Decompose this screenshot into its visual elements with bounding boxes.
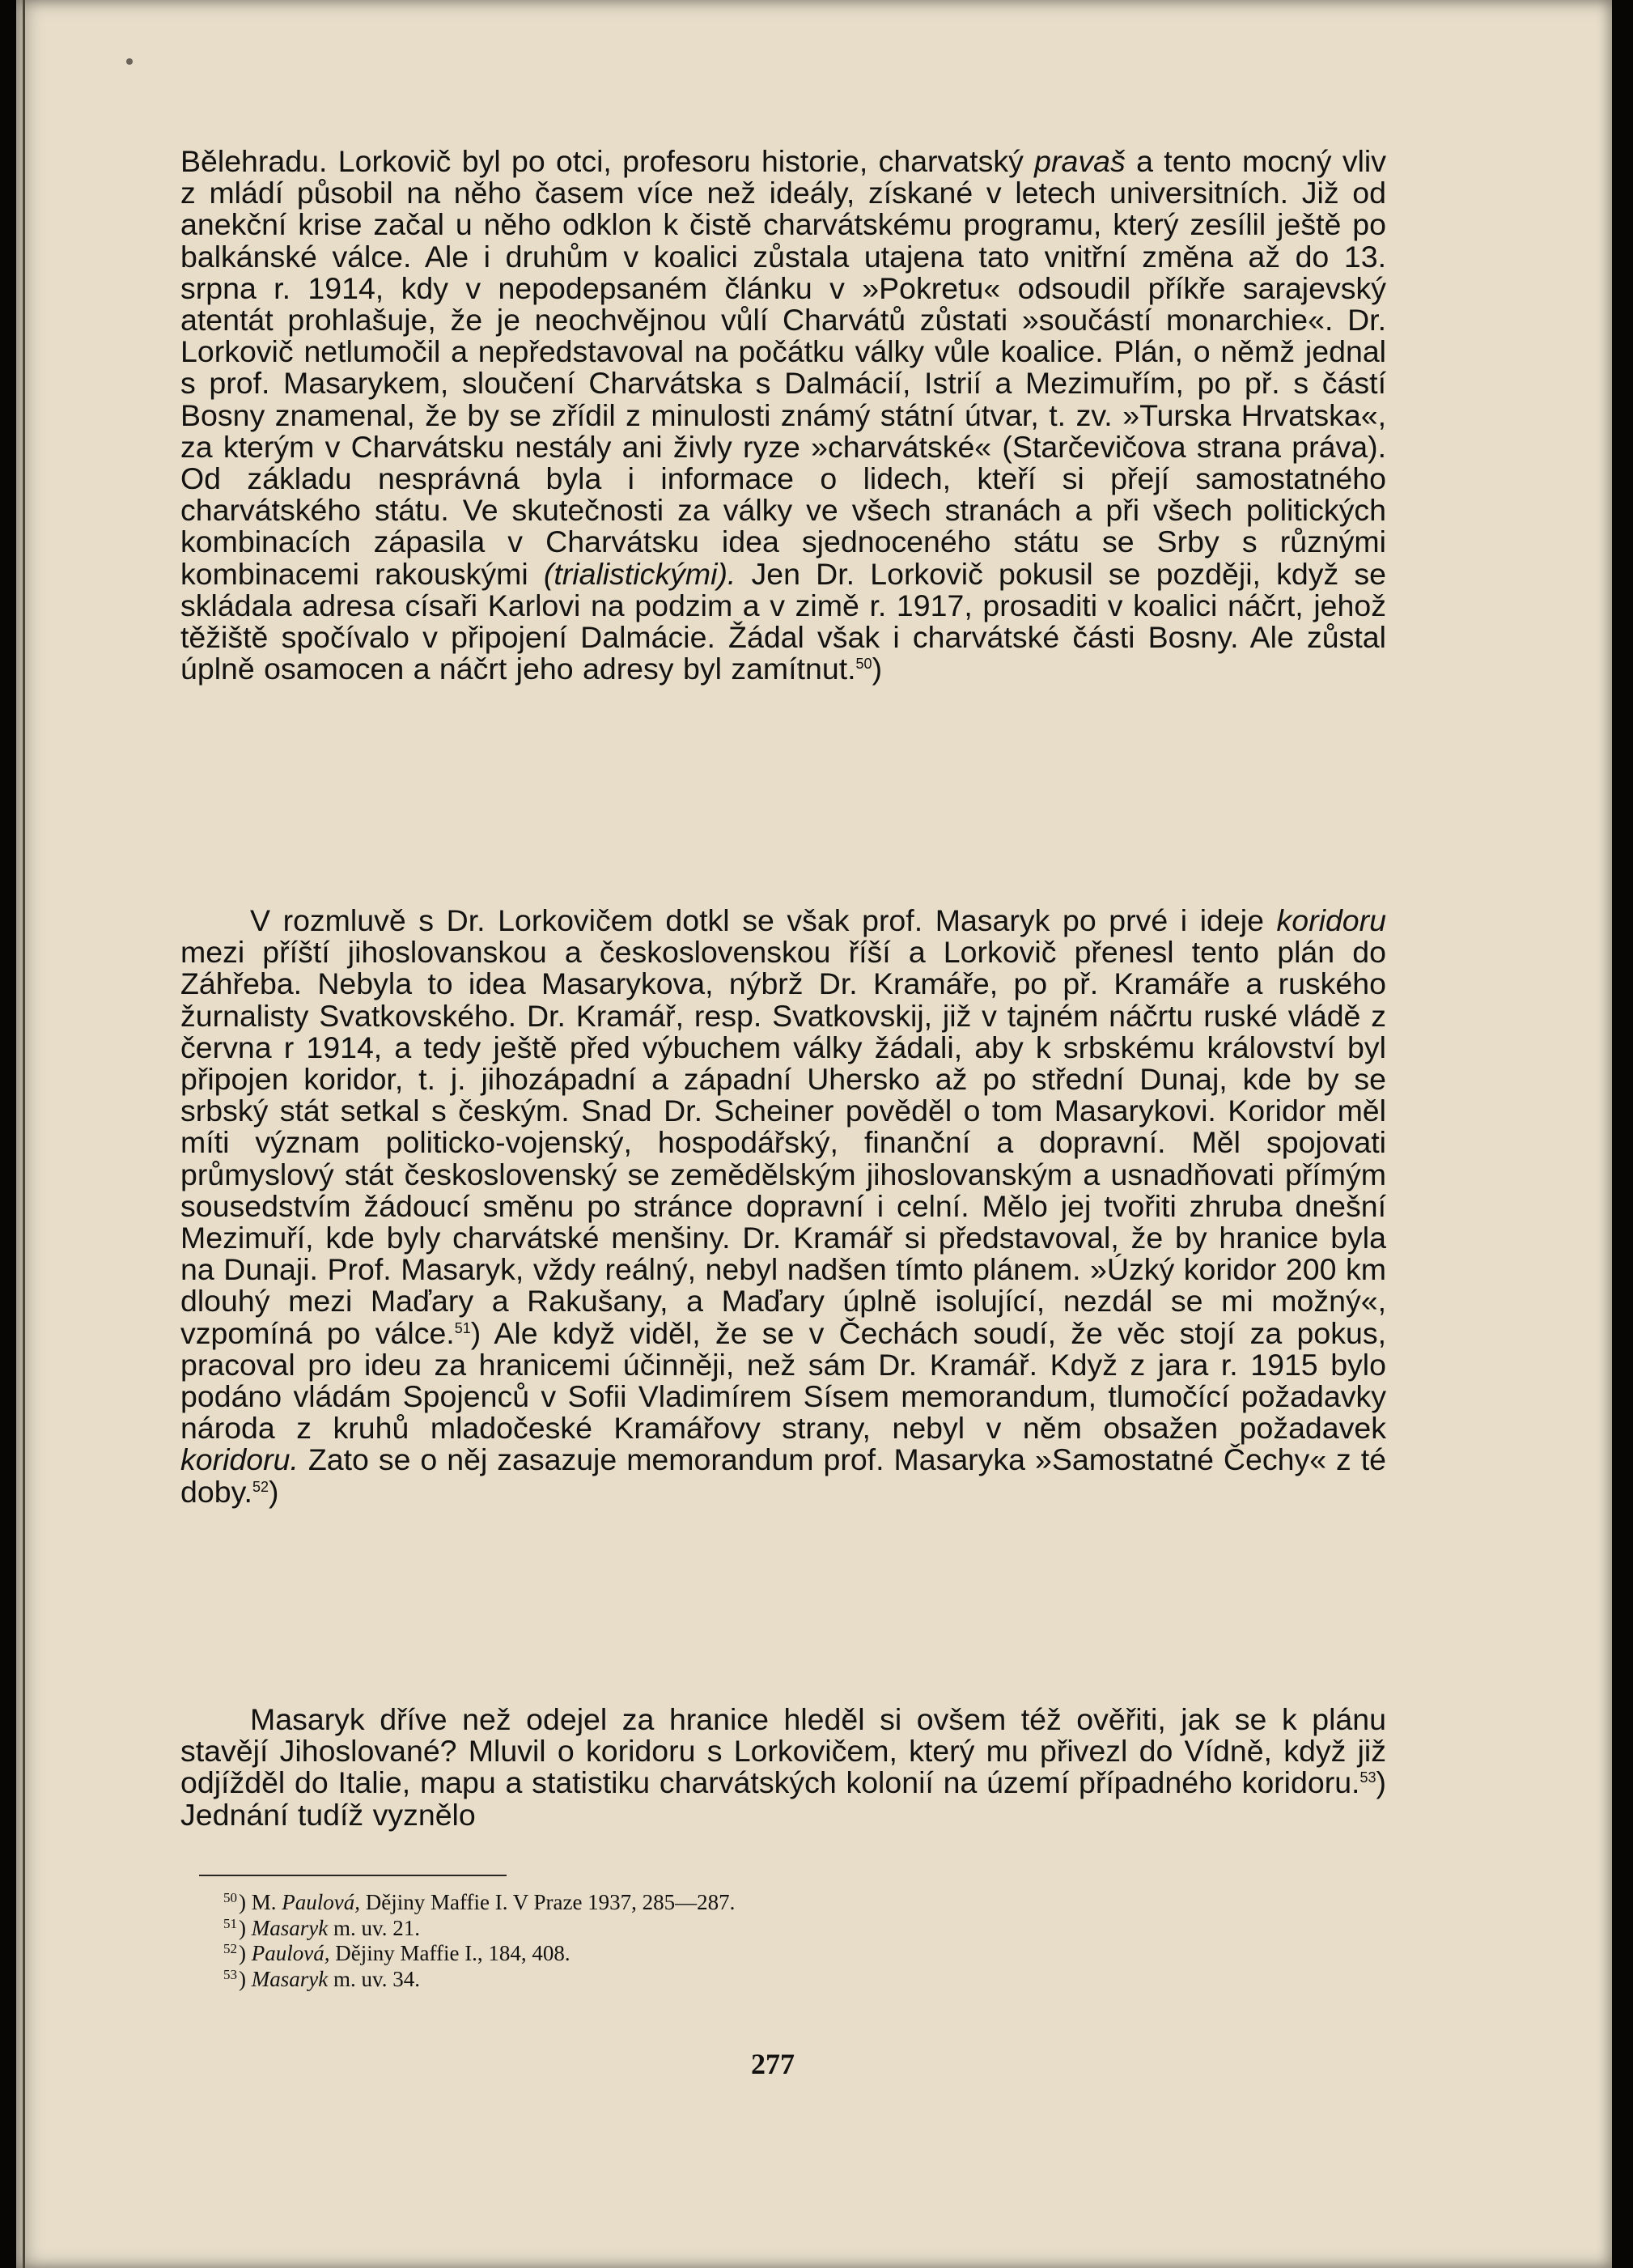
footnote-reference: 52 xyxy=(252,1478,269,1495)
footnote-number: 50 xyxy=(223,1890,237,1905)
footnote-separator xyxy=(199,1875,507,1876)
footnote-author: Masaryk xyxy=(251,1966,329,1991)
footnote-item xyxy=(223,1916,1194,1942)
footnote-author: Masaryk xyxy=(251,1915,329,1940)
page-spine-edge xyxy=(23,0,25,2268)
footnote-reference: 53 xyxy=(1359,1769,1376,1786)
text-run: Zato se o něj zasazuje memorandum prof. Masaryka »Samostatné Čechy« z té doby. xyxy=(180,1442,1386,1509)
footnote-item xyxy=(223,1890,1194,1916)
footnote-author: Paulová, xyxy=(282,1890,360,1914)
text-run: Jen Dr. Lorkovič pokusil se později, když se skládala adresa císaři Karlovi na podzim a v zimě r. 1917, prosaditi v koalici náčrt, jehož těžiště spočívalo v připojení Dalmácie. Žádal však i charvátské části Bosny. Ale zůstal úplně osamocen a náčrt jeho adresy byl zamítnut. xyxy=(180,556,1386,686)
footnote-paren: ) xyxy=(239,1966,246,1991)
text-run: a tento mocný vliv z mládí působil na něho časem více než ideály, získané v letech universitních. Již od anekční krise začal u něho odklon k čistě charvátskému programu, který zesílil ještě po balkánské válce. Ale i druhům v koalici zůstala utajena tato vnitřní změna až do 13. srpna r. 1914, kdy v nepodepsaném článku v »Pokretu« odsoudil příkře sarajevský atentát prohlašuje, že je neochvějnou vůlí Charvátů zůstati »součástí monarchie«. Dr. Lorkovič netlumočil a nepředstavoval na počátku války vůle koalice. Plán, o němž jednal s prof. Masarykem, sloučení Charvátska s Dalmácií, Istrií a Mezimuřím, po př. s částí Bosny znamenal, že by se zřídil z minulosti známý státní útvar, t. zv. »Turska Hrvatska«, za kterým v Charvátsku nestály ani živly ryze »charvátské« (Starčevičova strana práva). Od základu nesprávná byla i informace o lidech, kteří si přejí samostatného charvátského státu. Ve skutečnosti za války ve všech stranách a při všech politických kombinacích zápasila v Charvátsku idea sjednoceného státu se Srby s různými kombinacemi rakouskými xyxy=(180,144,1386,591)
text-run: ) xyxy=(268,1474,279,1509)
body-paragraph-3 xyxy=(180,1704,1386,1831)
text-run: mezi příští jihoslovanskou a československou říší a Lorkovič přenesl tento plán do Záhřeba. Nebyla to idea Masarykova, nýbrž Dr. Kramáře, po př. Kramáře a ruského žurnalisty Svatkovského. Dr. Kramář, resp. Svatkovskij, již v tajném náčrtu ruské vládě z června r 1914, a tedy ještě před výbuchem války žádali, aby k srbskému království byl připojen koridor, t. j. jihozápadní a západní Uhersko až po střední Dunaj, kde by se srbský stát setkal s českým. Snad Dr. Scheiner pověděl o tom Masarykovi. Koridor měl míti význam politicko-vojenský, hospodářský, finanční a dopravní. Měl spojovati průmyslový stát československý se zemědělským jihoslovanským a usnadňovati přímým sousedstvím žádoucí směnu po stránce dopravní i celní. Mělo jej tvořiti zhruba dnešní Mezimuří, kde byly charvátské menšiny. Dr. Kramář si představoval, že by hranice byla na Dunaji. Prof. Masaryk, vždy reálný, nebyl nadšen tímto plánem. »Úzký koridor 200 km dlouhý mezi Maďary a Rakušany, a Maďary úplně isolující, nezdál se mi možný«, vzpomíná po válce. xyxy=(180,935,1386,1350)
page-number: 277 xyxy=(751,2048,795,2080)
italic-run: pravaš xyxy=(1034,144,1126,178)
italic-run: koridoru. xyxy=(180,1442,299,1477)
footnote-reference: 50 xyxy=(855,656,872,673)
text-run: ) Jednání tudíž vyznělo xyxy=(180,1765,1386,1832)
text-run: ) xyxy=(872,652,883,686)
footnote-paren: ) xyxy=(239,1890,246,1914)
footnote-number: 52 xyxy=(223,1941,237,1956)
footnote-number: 51 xyxy=(223,1915,237,1931)
footnote-text: m. uv. 34. xyxy=(328,1966,420,1991)
footnote-prefix: M. xyxy=(251,1890,282,1914)
footnote-paren: ) xyxy=(239,1941,246,1965)
text-run: ) Ale když viděl, že se v Čechách soudí, že věc stojí za pokus, pracoval pro ideu za hranicemi účinněji, než sám Dr. Kramář. Když z jara r. 1915 bylo podáno vládám Spojenců v Sofii Vladimírem Sísem memorandum, tlumočící požadavky národa z kruhů mladočeské Kramářovy strany, nebyl v něm obsažen požadavek xyxy=(180,1315,1386,1446)
footnote-item xyxy=(223,1941,1194,1967)
footnote-text: Dějiny Maffie I. V Praze 1937, 285—287. xyxy=(360,1890,736,1914)
footnote-text: Dějiny Maffie I., 184, 408. xyxy=(329,1941,570,1965)
text-run: Bělehradu. Lorkovič byl po otci, profesoru historie, charvatský xyxy=(180,144,1035,178)
body-paragraph-2 xyxy=(180,905,1386,1508)
footnote-text: m. uv. 21. xyxy=(328,1915,420,1940)
footnote-paren: ) xyxy=(239,1915,246,1940)
footnote-item xyxy=(223,1967,1194,1993)
footnote-reference: 51 xyxy=(454,1319,471,1336)
italic-run: koridoru xyxy=(1276,903,1386,937)
text-run: Masaryk dříve než odejel za hranice hleděl si ovšem též ověřiti, jak se k plánu stavějí Jihoslované? Mluvil o koridoru s Lorkovičem, který mu přivezl do Vídně, když již odjížděl do Italie, mapu a statistiku charvátských kolonií na území případného koridoru. xyxy=(180,1702,1386,1800)
italic-run: (trialistickými). xyxy=(543,556,736,591)
body-paragraph-1 xyxy=(180,146,1386,685)
paper-speck xyxy=(126,58,133,65)
footnote-list xyxy=(223,1890,1194,1992)
footnote-number: 53 xyxy=(223,1966,237,1982)
text-run: V rozmluvě s Dr. Lorkovičem dotkl se však prof. Masaryk po prvé i ideje xyxy=(250,903,1277,937)
footnote-author: Paulová, xyxy=(251,1941,330,1965)
